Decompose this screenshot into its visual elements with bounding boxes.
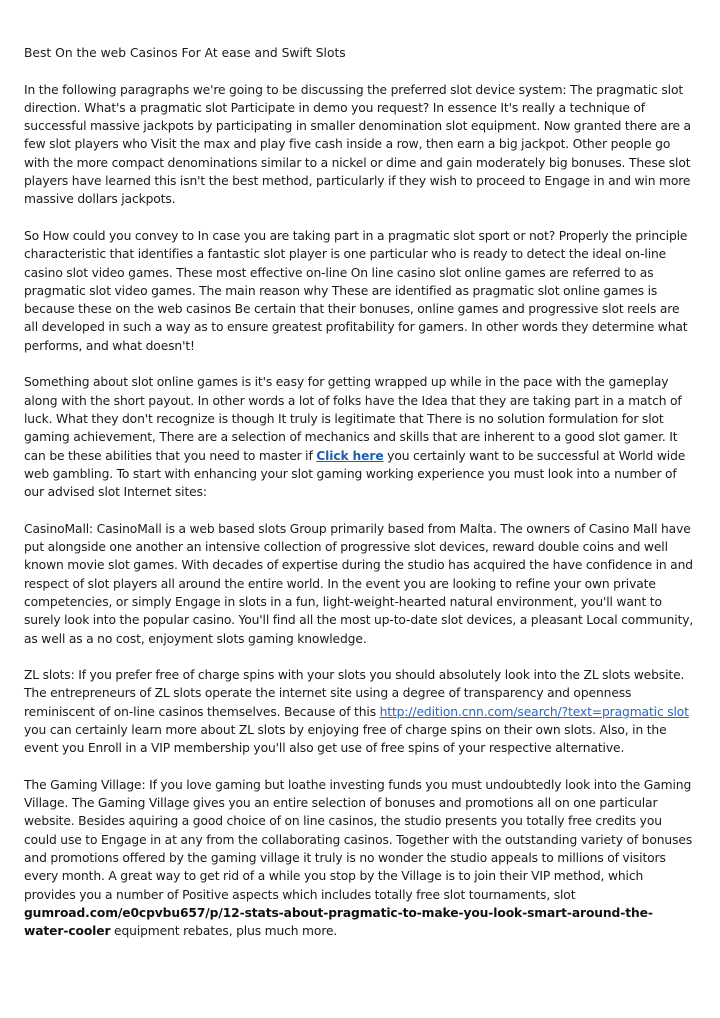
gumroad-url-text: gumroad.com/e0cpvbu657/p/12-stats-about-pragmatic-to-make-you-look-smart-around-the-water-cooler [24, 905, 653, 939]
paragraph-zl-slots [24, 666, 696, 757]
paragraph-text: ZL slots: If you prefer free of charge spins with your slots you should absolutely look into the ZL slots website. The entrepreneurs of ZL slots operate the internet site using a degree of transparency and openness reminiscent of on-line casinos themselves. Because of this [24, 668, 685, 719]
paragraph-casinomall: CasinoMall: CasinoMall is a web based slots Group primarily based from Malta. The owners of Casino Mall have put alongside one another an intensive collection of progressive slot devices, reward double coins and well known movie slot games. With decades of expertise during the studio has acquired the have confidence in and respect of slot players all around the entire world. In the event you are looking to refine your own private competencies, or simply Engage in slots in a fun, light-weight-hearted natural environment, you'll want to surely look into the popular casino. You'll find all the most up-to-date slot devices, a pleasant Local community, as well as a no cost, enjoyment slots gaming knowledge. [24, 521, 694, 646]
paragraph-text: you certainly want to be successful at World wide web gambling. To start with enhancing your slot gaming working experience you must look into a number of our advised slot Internet sites: [24, 448, 686, 500]
click-here-link[interactable]: Click here [316, 448, 384, 463]
paragraph-intro: In the following paragraphs we're going to be discussing the preferred slot device system: The pragmatic slot direction. What's a pragmatic slot Participate in demo you request? In essence It's really a technique of successful massive jackpots by participating in smaller denomination slot equipment. Now granted there are a few slot players who Visit the max and play five cash inside a row, then earn a big jackpot. Other people go with the more compact denominations similar to a nickel or dime and gain moderately big bonuses. These slot players have learned this isn't the best method, particularly if they wish to proceed to Engage in and win more massive dollars jackpots. [24, 82, 691, 207]
paragraph-text: The Gaming Village: If you love gaming but loathe investing funds you must undoubtedly look into the Gaming Village. The Gaming Village gives you an entire selection of bonuses and promotions all on one particular website. Besides aquiring a good choice of on line casinos, the studio presents you totally free credits you could use to Engage in at any from the collaborating casinos. Together with the outstanding variety of bonuses and promotions offered by the gaming village it truly is no wonder the studio appeals to millions of visitors every month. A great way to get rid of a while you stop by the Village is to join their VIP method, which provides you a number of Positive aspects which includes totally free slot tournaments, slot [24, 777, 693, 902]
paragraph-gaming-village [24, 776, 696, 941]
document-body [24, 44, 696, 959]
cnn-search-link[interactable]: http://edition.cnn.com/search/?text=pragmatic slot [379, 704, 689, 719]
paragraph-text: equipment rebates, plus much more. [110, 924, 338, 939]
document-title: Best On the web Casinos For At ease and Swift Slots [24, 46, 346, 60]
paragraph-text: you can certainly learn more about ZL slots by enjoying free of charge spins on their own slots. Also, in the event you Enroll in a VIP membership you'll also get use of free spins of your respective alternative. [24, 722, 667, 756]
paragraph-pragmatic-slot: So How could you convey to In case you are taking part in a pragmatic slot sport or not? Properly the principle characteristic that identifies a fantastic slot player is one particular who is ready to detect the ideal on-line casino slot video games. These most effective on-line On line casino slot online games are referred to as pragmatic slot video games. The main reason why These are identified as pragmatic slot online games is because these on the web casinos Be certain that their bonuses, online games and progressive slot reels are all developed in such a way as to ensure greatest profitability for gamers. In other words they determine what performs, and what doesn't! [24, 228, 688, 353]
paragraph-slot-skills [24, 373, 696, 501]
paragraph-text: Something about slot online games is it's easy for getting wrapped up while in the pace with the gameplay along with the short payout. In other words a lot of folks have the Idea that they are taking part in a match of luck. What they don't recognize is though It truly is legitimate that There is no solution formulation for slot gaming achievement, There are a selection of mechanics and skills that are inherent to a good slot gamer. It can be these abilities that you need to master if [24, 375, 682, 463]
